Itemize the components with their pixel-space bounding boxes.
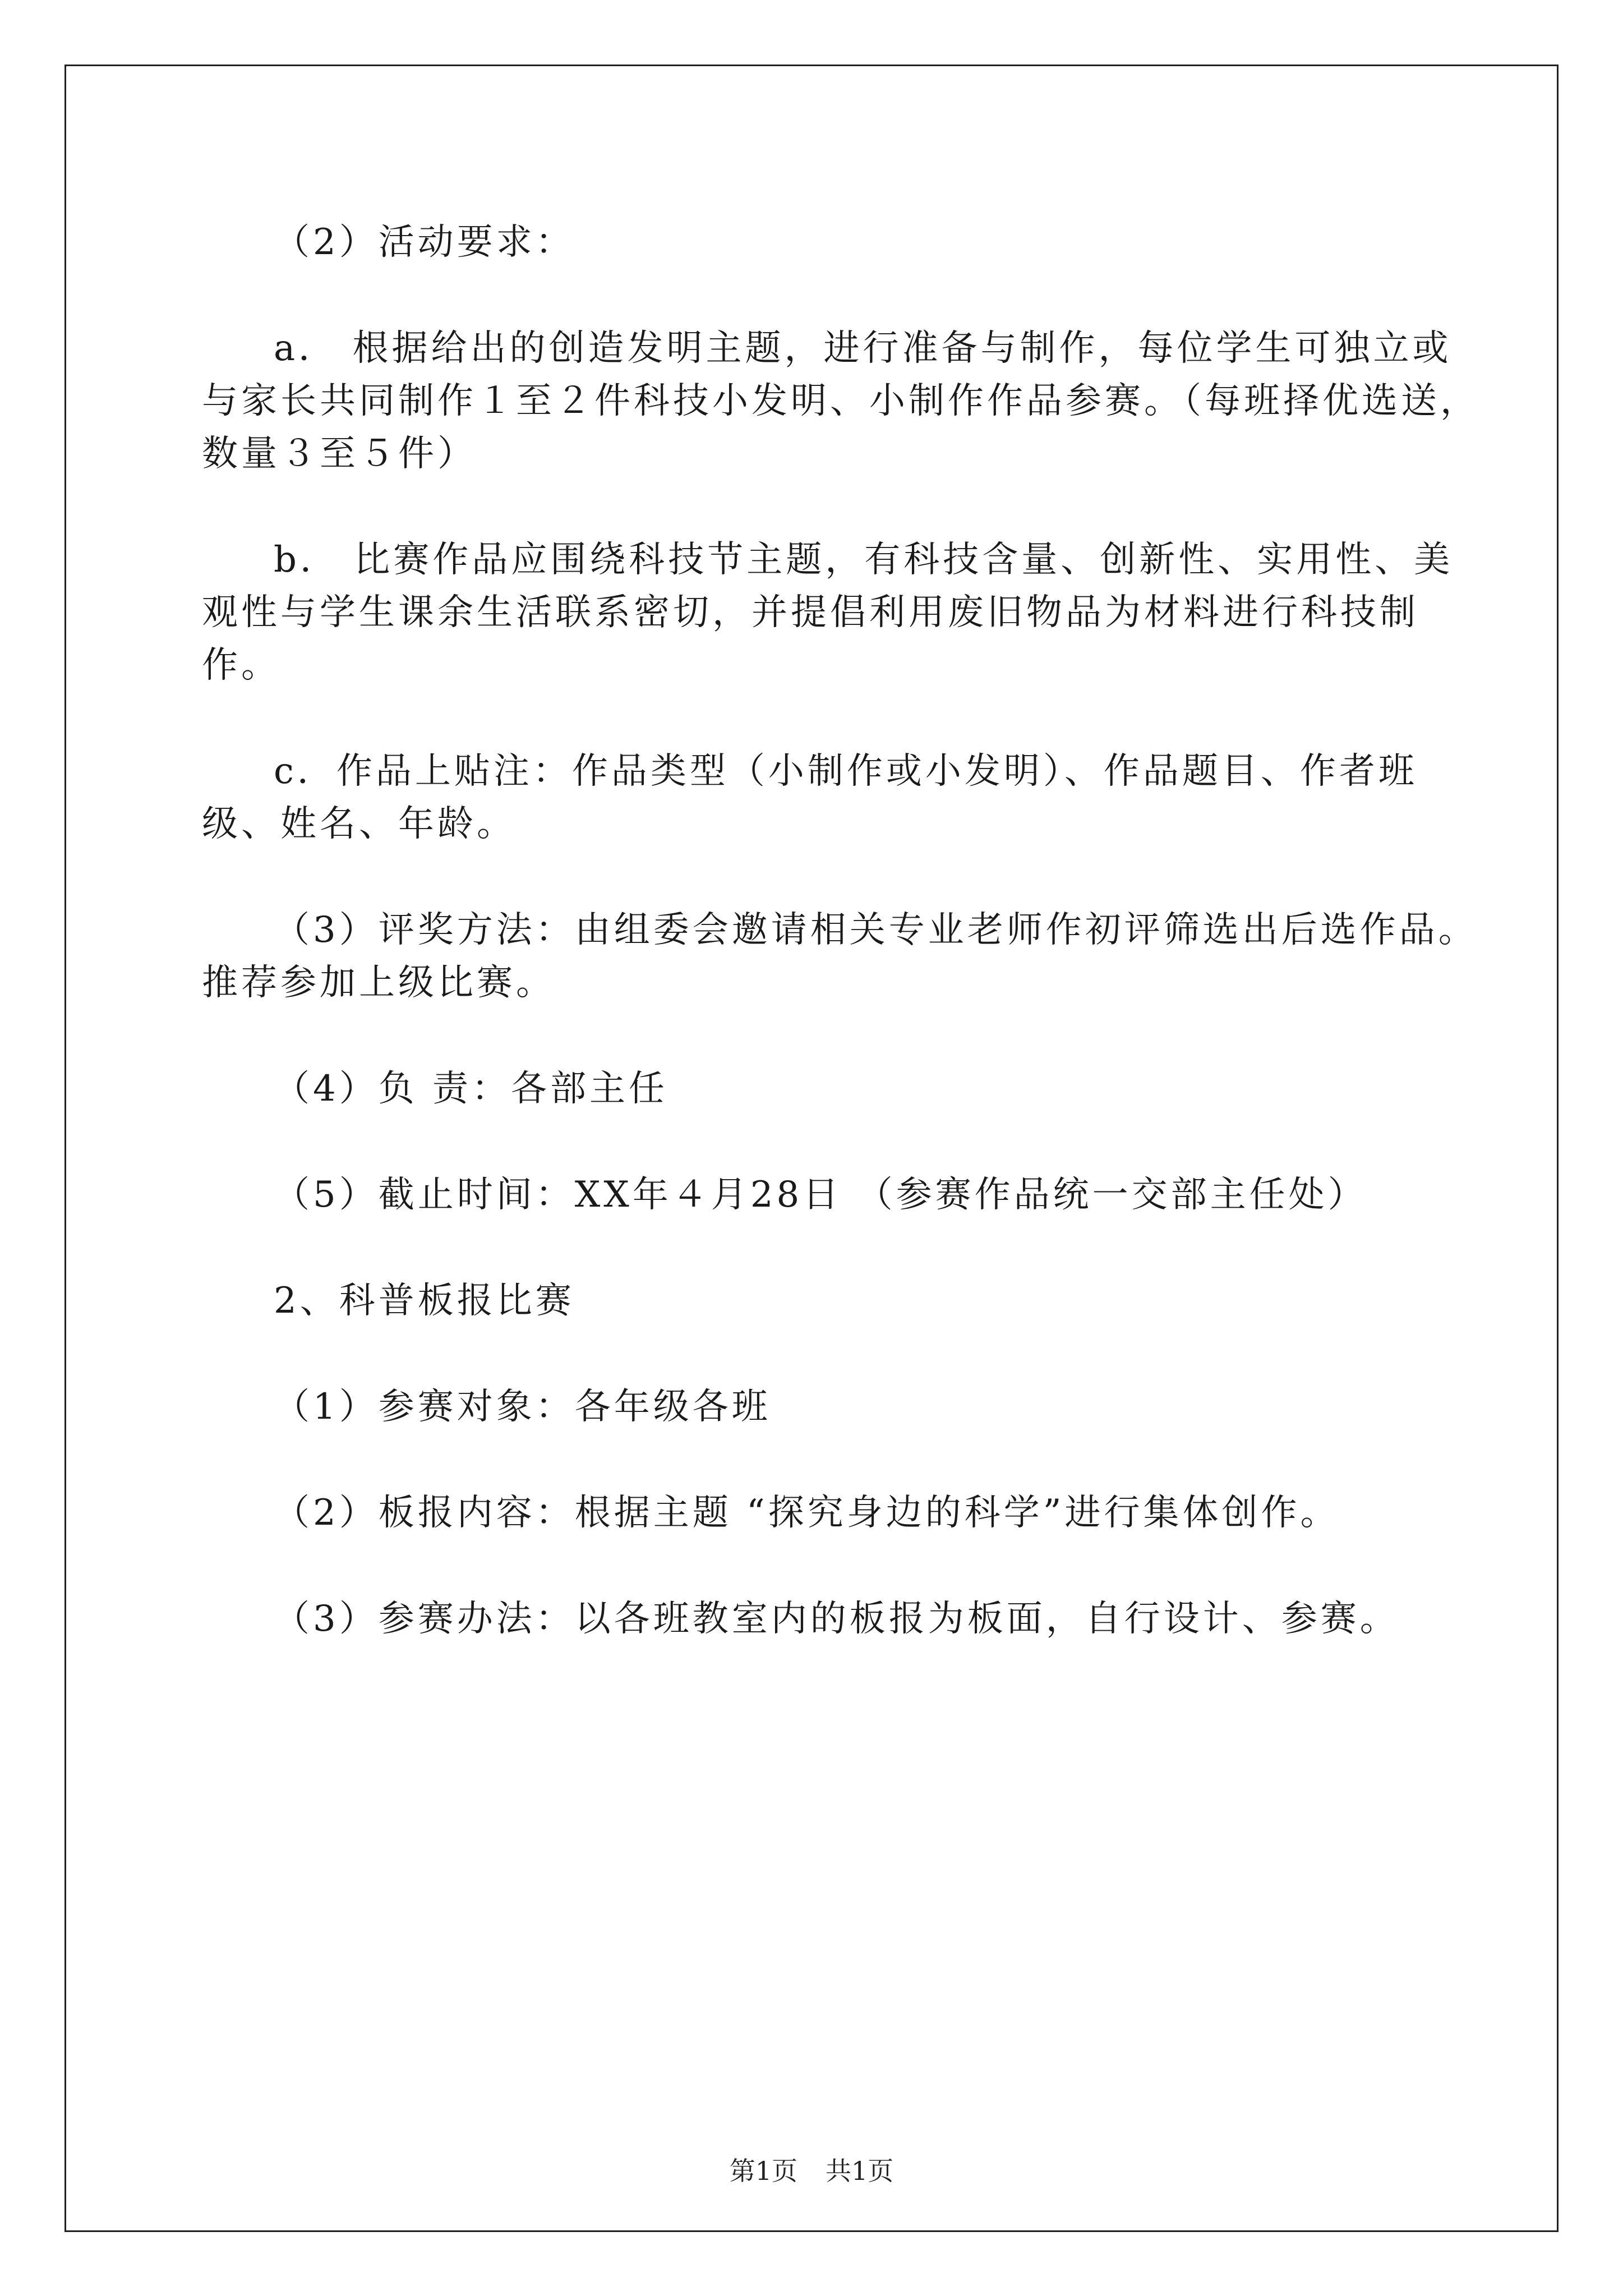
page-footer xyxy=(0,2154,1623,2188)
paragraph-requirement-a: a． 根据给出的创造发明主题，进行准备与制作，每位学生可独立或与家长共同制作１至２件科技小发明、小制作作品参赛。（每班择优选送，数量３至５件） xyxy=(202,328,1479,475)
paragraph-participation-method: （3）参赛办法：以各班教室内的板报为板面，自行设计、参赛。 xyxy=(274,1598,1399,1640)
paragraph-responsible: （4）负 责：各部主任 xyxy=(274,1068,668,1110)
page-total: 共1页 xyxy=(826,2156,894,2186)
paragraph-award-method: （3）评奖方法：由组委会邀请相关专业老师作初评筛选出后选作品。推荐参加上级比赛。 xyxy=(202,909,1478,1004)
paragraph-requirement-b: b． 比赛作品应围绕科技节主题，有科技含量、创新性、实用性、美观性与学生课余生活联系密切，并提倡利用废旧物品为材料进行科技制作。 xyxy=(202,539,1454,686)
paragraph-deadline: （5）截止时间：XX年４月28日 （参赛作品统一交部主任处） xyxy=(274,1174,1367,1216)
page-number: 第1页 xyxy=(729,2156,797,2186)
paragraph-requirement-c: c．作品上贴注：作品类型（小制作或小发明）、作品题目、作者班级、姓名、年龄。 xyxy=(202,751,1418,845)
paragraph-blackboard-content: （2）板报内容：根据主题 “探究身边的科学”进行集体创作。 xyxy=(274,1492,1340,1534)
paragraph-activity-requirements: （2）活动要求： xyxy=(274,222,575,263)
section-heading-blackboard-contest: 2、科普板报比赛 xyxy=(274,1280,575,1322)
paragraph-participants: （1）参赛对象：各年级各班 xyxy=(274,1386,771,1428)
document-body xyxy=(202,216,1481,1699)
